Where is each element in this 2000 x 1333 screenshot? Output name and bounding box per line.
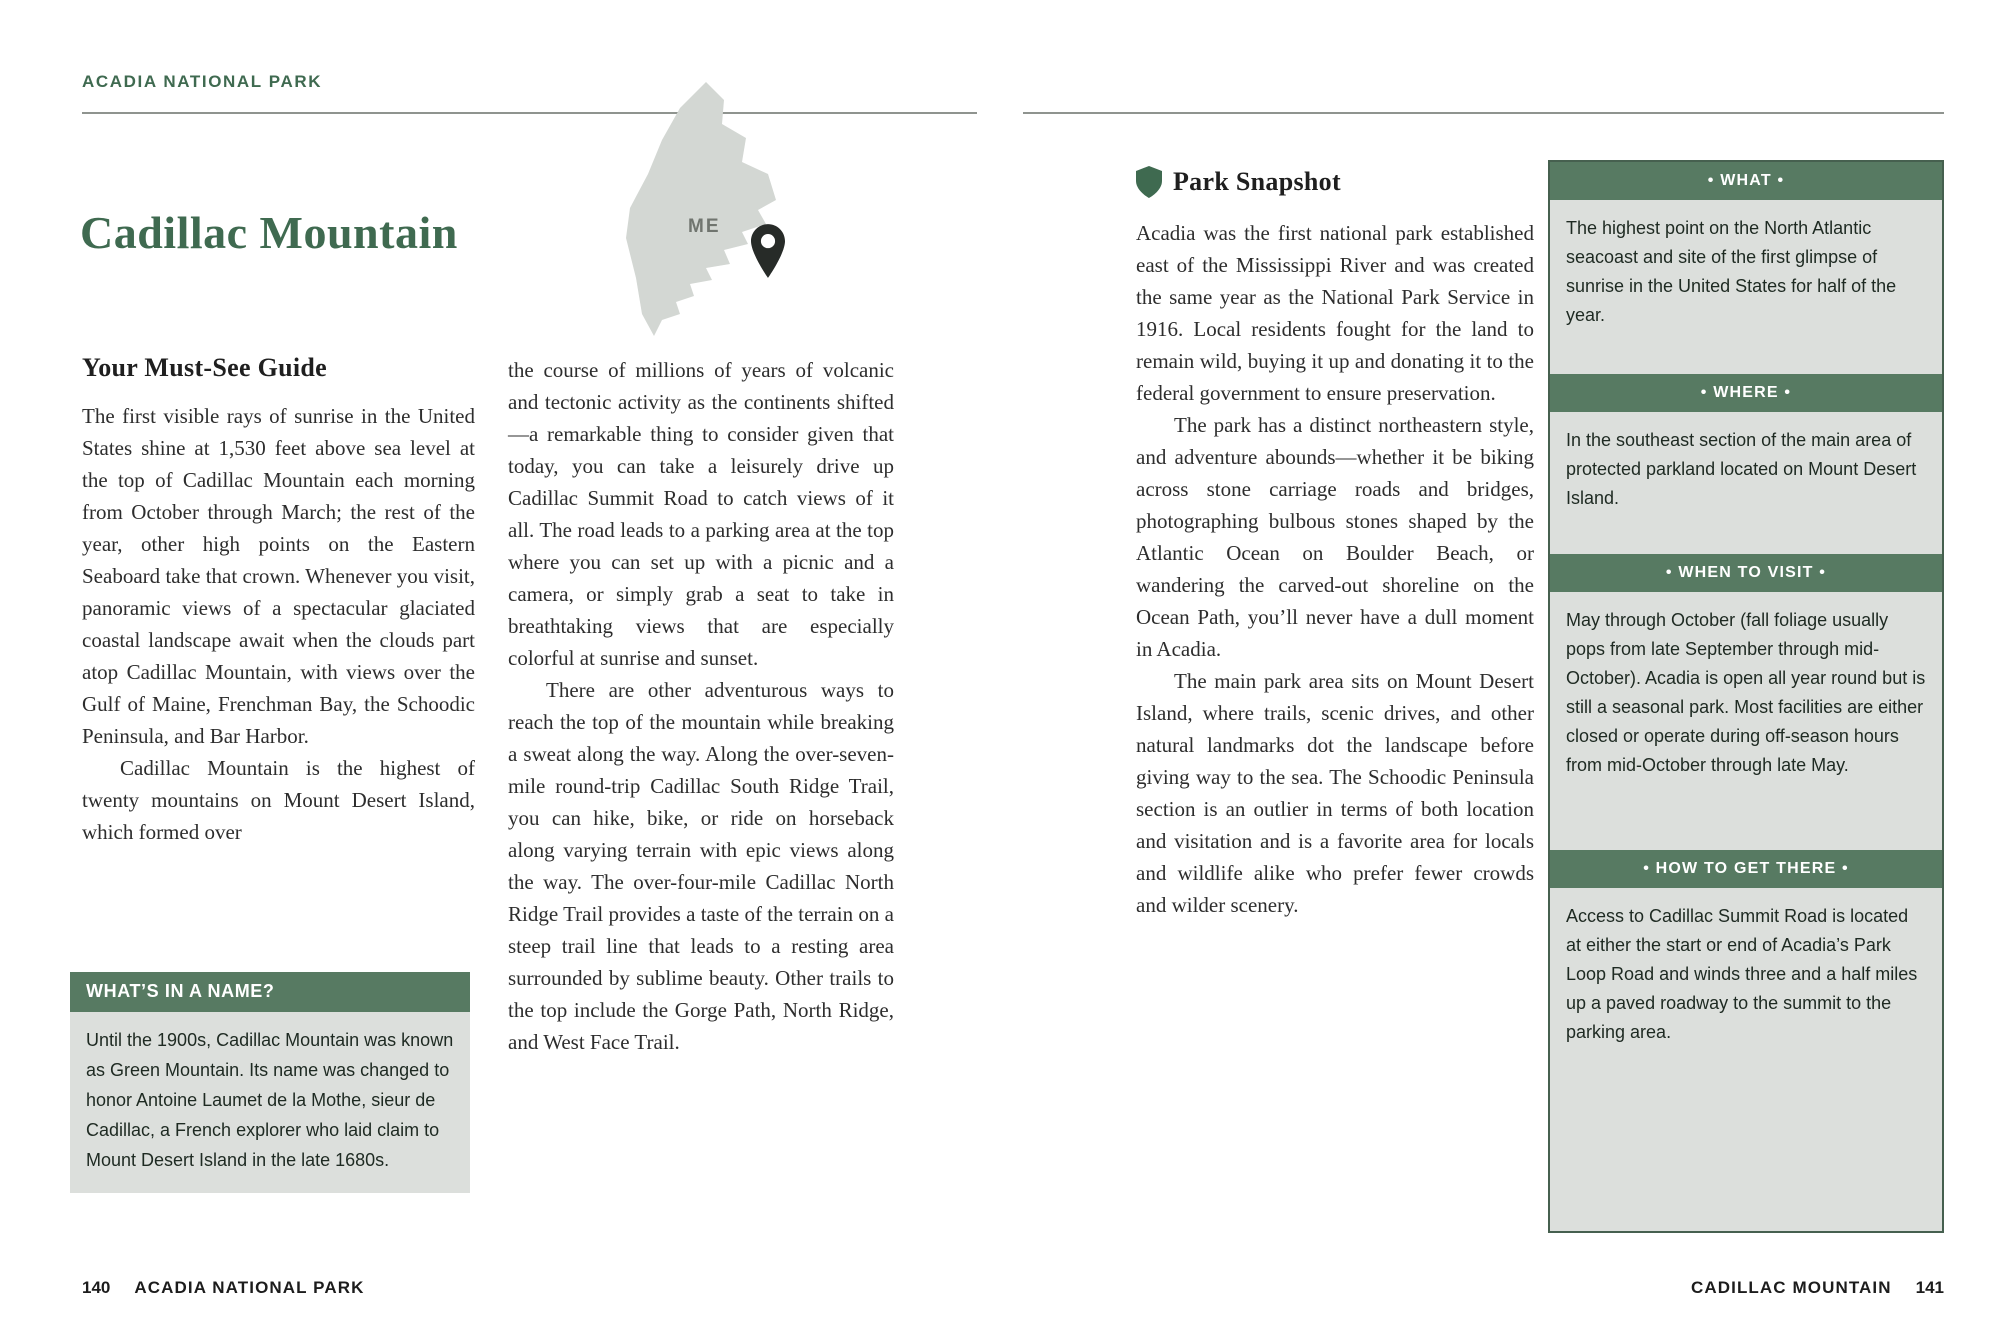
shield-icon <box>1136 166 1162 198</box>
sidebar-body-how-to-get-there: Access to Cadillac Summit Road is located at either the start or end of Acadia’s Park Loop Road and winds three and a half miles up a paved roadway to the summit to the parking area. <box>1550 888 1942 1231</box>
snapshot-paragraph: Acadia was the first national park established east of the Mississippi River and was created the same year as the National Park Service in 1916. Local residents fought for the land to remain wild, buying it up and donating it to the federal government to ensure preservation. <box>1136 221 1534 405</box>
location-pin-icon <box>751 224 785 278</box>
snapshot-column <box>1136 166 1534 921</box>
sidebar-body-when-to-visit: May through October (fall foliage usually pops from late September through mid-October). Acadia is open all year round but is still a seasonal park. Most facilities are either closed or operate during off-season hours from mid-October through late May. <box>1550 592 1942 850</box>
sidebar-header-how-to-get-there: • HOW TO GET THERE • <box>1550 850 1942 888</box>
footer-left-label: ACADIA NATIONAL PARK <box>134 1278 365 1297</box>
page-number-left: 140 <box>82 1278 111 1297</box>
park-snapshot-heading-label: Park Snapshot <box>1173 167 1341 196</box>
sidebar-body-what: The highest point on the North Atlantic seacoast and site of the first glimpse of sunrise in the United States for half of the year. <box>1550 200 1942 374</box>
header-rule-left <box>82 112 977 114</box>
sidebar-body-where: In the southeast section of the main area of protected parkland located on Mount Desert Island. <box>1550 412 1942 554</box>
snapshot-paragraph: The main park area sits on Mount Desert Island, where trails, scenic drives, and other natural landmarks dot the landscape before giving way to the sea. The Schoodic Peninsula section is an outlier in terms of both location and visitation and is a favorite area for locals and wildlife alike who prefer fewer crowds and wilder scenery. <box>1136 669 1534 917</box>
name-box-body: Until the 1900s, Cadillac Mountain was known as Green Mountain. Its name was changed to honor Antoine Laumet de la Mothe, sieur de Cadillac, a French explorer who laid claim to Mount Desert Island in the late 1680s. <box>70 1012 470 1193</box>
left-column-paragraph: Cadillac Mountain is the highest of twenty mountains on Mount Desert Island, which formed over <box>82 756 475 844</box>
maine-state-silhouette <box>596 78 840 340</box>
sidebar-header-what: • WHAT • <box>1550 162 1942 200</box>
footer-right-label: CADILLAC MOUNTAIN <box>1690 1278 1892 1297</box>
left-column <box>82 352 475 848</box>
footer-left <box>82 1278 364 1298</box>
kicker: ACADIA NATIONAL PARK <box>82 72 323 91</box>
header-rule-right <box>1023 112 1944 114</box>
must-see-guide-heading: Your Must-See Guide <box>82 353 328 382</box>
middle-column-paragraph: There are other adventurous ways to reach the top of the mountain while breaking a sweat along the way. Along the over-seven-mile round-trip Cadillac South Ridge Trail, you can hike, bike, or ride on horseback along varying terrain with epic views along the way. The over-four-mile Cadillac North Ridge Trail provides a taste of the terrain on a steep trail line that leads to a resting area surrounded by sublime beauty. Other trails to the top include the Gorge Path, North Ridge, and West Face Trail. <box>508 678 894 1054</box>
info-sidebar <box>1548 160 1944 1233</box>
park-snapshot-heading <box>1136 166 1534 198</box>
snapshot-paragraph: The park has a distinct northeastern style, and adventure abounds—whether it be biking across stone carriage roads and bridges, photographing bulbous stones shaped by the Atlantic Ocean on Boulder Beach, or wandering the carved-out shoreline on the Ocean Path, you’ll never have a dull moment in Acadia. <box>1136 413 1534 661</box>
footer-right <box>1691 1278 1944 1298</box>
sidebar-header-where: • WHERE • <box>1550 374 1942 412</box>
page-title: Cadillac Mountain <box>80 207 458 258</box>
sidebar-header-when-to-visit: • WHEN TO VISIT • <box>1550 554 1942 592</box>
left-column-paragraph: The first visible rays of sunrise in the United States shine at 1,530 feet above sea level at the top of Cadillac Mountain each morning from October through March; the rest of the year, other high points on the Eastern Seaboard take that crown. Whenever you visit, panoramic views of a spectacular glaciated coastal landscape await when the clouds part atop Cadillac Mountain, with views over the Gulf of Maine, Frenchman Bay, the Schoodic Peninsula, and Bar Harbor. <box>82 404 475 748</box>
page-number-right: 141 <box>1915 1278 1944 1297</box>
whats-in-a-name-box <box>70 972 470 1193</box>
middle-column <box>508 354 894 1058</box>
maine-map <box>596 78 840 340</box>
name-box-title: WHAT’S IN A NAME? <box>70 972 470 1012</box>
middle-column-paragraph: the course of millions of years of volcanic and tectonic activity as the continents shifted—a remarkable thing to consider given that today, you can take a leisurely drive up Cadillac Summit Road to catch views of it all. The road leads to a parking area at the top where you can set up with a picnic and a camera, or simply grab a seat to take in breathtaking views that are especially colorful at sunrise and sunset. <box>508 358 894 670</box>
maine-map-label: ME <box>688 216 721 237</box>
